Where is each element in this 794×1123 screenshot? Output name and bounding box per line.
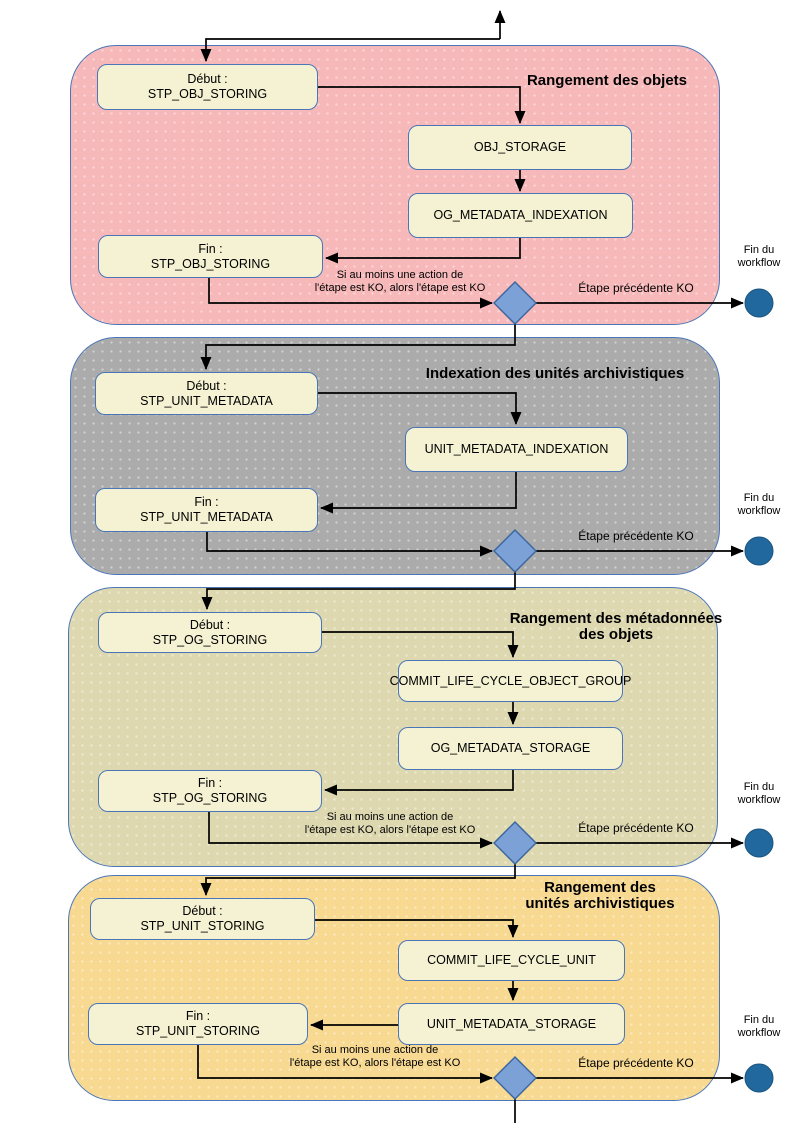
task-node-commit-life-cycle-unit: COMMIT_LIFE_CYCLE_UNIT — [398, 940, 625, 981]
end-node-stp-unit-metadata: Fin : STP_UNIT_METADATA — [95, 488, 318, 532]
end-workflow-event-s3 — [745, 829, 773, 857]
connector-s2-task1-to-end — [321, 472, 516, 508]
ko-edge-label-s2: Étape précédente KO — [578, 529, 694, 543]
ko-note-s4: Si au moins une action de l'étape est KO, alors l'étape est KO — [289, 1044, 461, 1069]
connector-s3-to-s4 — [206, 864, 515, 895]
end-workflow-event-s4 — [745, 1064, 773, 1092]
end-node-stp-unit-storing: Fin : STP_UNIT_STORING — [88, 1003, 308, 1045]
ko-gateway-diamond-s4 — [494, 1057, 536, 1099]
section-title: Indexation des unités archivistiques — [425, 365, 685, 382]
connector-s2-start-to-task1 — [318, 393, 516, 424]
connector-s1-task2-to-end — [326, 238, 520, 258]
connector-s4-start-to-task1 — [315, 920, 513, 937]
connector-s2-end-to-gateway — [207, 532, 492, 551]
task-node-og-metadata-storage: OG_METADATA_STORAGE — [398, 727, 623, 770]
section-title: Rangement des objets — [526, 72, 688, 89]
task-node-obj-storage: OBJ_STORAGE — [408, 125, 632, 170]
ko-edge-label-s1: Étape précédente KO — [578, 281, 694, 295]
start-node-stp-obj-storing: Début : STP_OBJ_STORING — [97, 64, 318, 110]
connector-s3-task2-to-end — [325, 770, 513, 790]
connector-s2-to-s3 — [207, 572, 515, 609]
ko-edge-label-s4: Étape précédente KO — [578, 1056, 694, 1070]
end-workflow-event-s2 — [745, 537, 773, 565]
task-node-unit-metadata-storage: UNIT_METADATA_STORAGE — [398, 1003, 625, 1045]
connector-s1-to-s2 — [206, 324, 515, 369]
end-workflow-label-s2: Fin du workflow — [737, 492, 781, 517]
end-workflow-label-s4: Fin du workflow — [737, 1014, 781, 1039]
start-node-stp-unit-metadata: Début : STP_UNIT_METADATA — [95, 372, 318, 415]
end-workflow-label-s1: Fin du workflow — [737, 244, 781, 269]
end-workflow-event-s1 — [745, 289, 773, 317]
task-node-unit-metadata-indexation: UNIT_METADATA_INDEXATION — [405, 427, 628, 472]
ko-gateway-diamond-s3 — [494, 822, 536, 864]
ko-edge-label-s3: Étape précédente KO — [578, 821, 694, 835]
task-node-commit-life-cycle-object-group: COMMIT_LIFE_CYCLE_OBJECT_GROUP — [398, 660, 623, 702]
ko-note-s1: Si au moins une action de l'étape est KO, alors l'étape est KO — [314, 269, 486, 294]
end-workflow-label-s3: Fin du workflow — [737, 781, 781, 806]
ko-gateway-diamond-s2 — [494, 530, 536, 572]
end-node-stp-obj-storing: Fin : STP_OBJ_STORING — [98, 235, 323, 278]
start-node-stp-og-storing: Début : STP_OG_STORING — [98, 612, 322, 653]
connector-s3-start-to-task1 — [322, 632, 513, 657]
section-title: Rangement des unités archivistiques — [525, 879, 675, 912]
start-node-stp-unit-storing: Début : STP_UNIT_STORING — [90, 898, 315, 940]
connector-s1-start-to-task1 — [318, 87, 520, 123]
section-title: Rangement des métadonnées des objets — [509, 610, 723, 643]
end-node-stp-og-storing: Fin : STP_OG_STORING — [98, 770, 322, 812]
connector-enter-section1 — [206, 39, 500, 61]
ko-note-s3: Si au moins une action de l'étape est KO, alors l'étape est KO — [304, 811, 476, 836]
task-node-og-metadata-indexation: OG_METADATA_INDEXATION — [408, 193, 633, 238]
